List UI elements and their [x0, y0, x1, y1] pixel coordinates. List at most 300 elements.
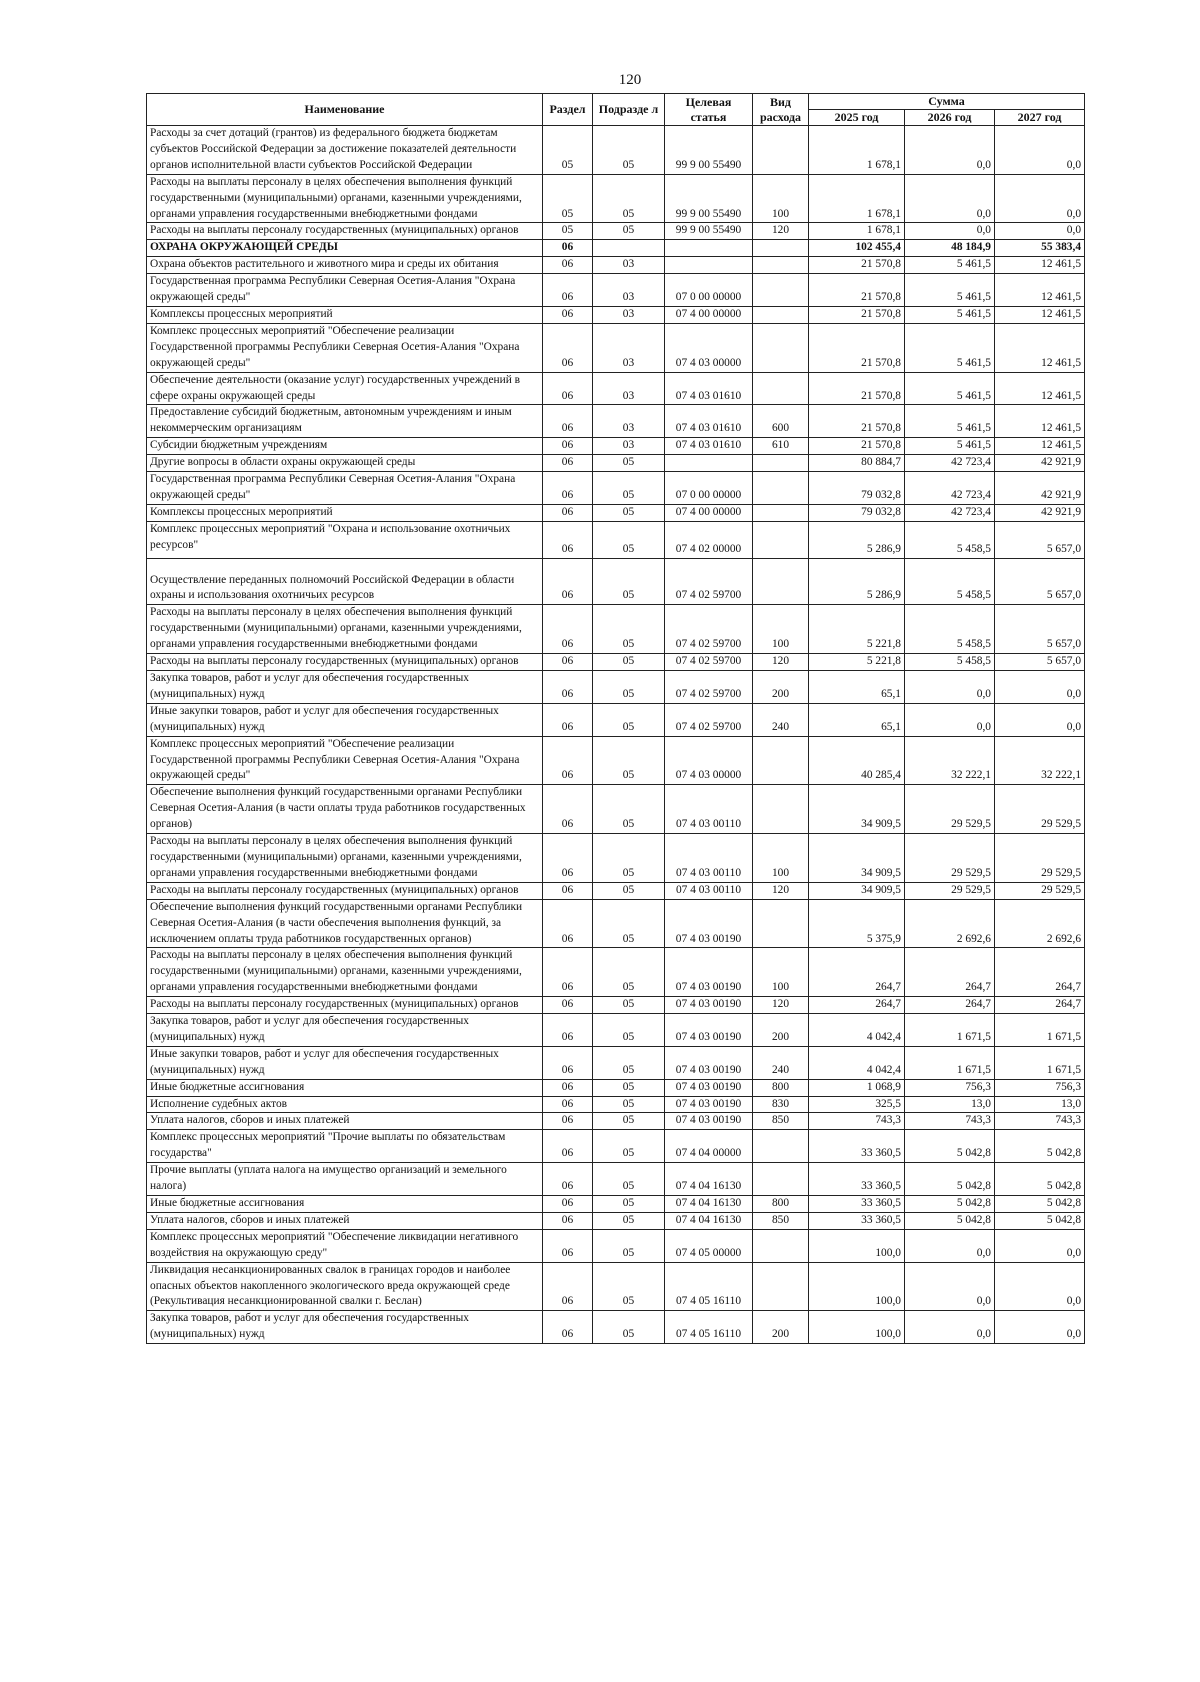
- row-sum-2027: 1 671,5: [995, 1014, 1085, 1047]
- row-section: 06: [543, 1079, 593, 1096]
- row-name: Субсидии бюджетным учреждениям: [147, 438, 543, 455]
- row-sum-2027: 0,0: [995, 1229, 1085, 1262]
- row-target: 07 4 00 00000: [665, 306, 753, 323]
- row-subsection: 05: [593, 1196, 665, 1213]
- row-subsection: 05: [593, 455, 665, 472]
- row-subsection: 05: [593, 174, 665, 223]
- row-section: 06: [543, 1014, 593, 1047]
- row-expense-type: 800: [753, 1196, 809, 1213]
- row-sum-2026: 1 671,5: [905, 1014, 995, 1047]
- row-expense-type: [753, 1130, 809, 1163]
- row-subsection: 05: [593, 1311, 665, 1344]
- row-subsection: 03: [593, 438, 665, 455]
- row-sum-2026: 5 461,5: [905, 323, 995, 372]
- row-name: Другие вопросы в области охраны окружающей среды: [147, 455, 543, 472]
- row-sum-2027: 12 461,5: [995, 274, 1085, 307]
- row-subsection: 05: [593, 521, 665, 558]
- row-subsection: 05: [593, 834, 665, 883]
- row-section: 06: [543, 504, 593, 521]
- row-sum-2025: 5 375,9: [809, 899, 905, 948]
- table-row: [147, 1262, 1085, 1311]
- header-year-2025: 2025 год: [809, 110, 905, 126]
- row-sum-2025: 21 570,8: [809, 274, 905, 307]
- row-section: 06: [543, 703, 593, 736]
- row-sum-2025: 33 360,5: [809, 1163, 905, 1196]
- row-sum-2025: 21 570,8: [809, 372, 905, 405]
- row-expense-type: 120: [753, 882, 809, 899]
- row-name: Охрана объектов растительного и животного мира и среды их обитания: [147, 257, 543, 274]
- row-sum-2025: 21 570,8: [809, 438, 905, 455]
- row-name: Иные закупки товаров, работ и услуг для обеспечения государственных (муниципальных) нужд: [147, 703, 543, 736]
- row-name: Иные закупки товаров, работ и услуг для обеспечения государственных (муниципальных) нужд: [147, 1046, 543, 1079]
- row-target: 07 4 05 00000: [665, 1229, 753, 1262]
- row-name: Расходы на выплаты персоналу государственных (муниципальных) органов: [147, 882, 543, 899]
- row-expense-type: [753, 558, 809, 605]
- row-subsection: 05: [593, 1046, 665, 1079]
- row-expense-type: [753, 257, 809, 274]
- row-expense-type: [753, 785, 809, 834]
- row-sum-2026: 264,7: [905, 948, 995, 997]
- row-target: 07 4 03 00190: [665, 1014, 753, 1047]
- row-sum-2027: 12 461,5: [995, 405, 1085, 438]
- row-name: Иные бюджетные ассигнования: [147, 1196, 543, 1213]
- row-expense-type: [753, 1262, 809, 1311]
- row-target: 99 9 00 55490: [665, 126, 753, 175]
- row-subsection: 03: [593, 257, 665, 274]
- row-sum-2025: 34 909,5: [809, 882, 905, 899]
- row-sum-2025: 5 221,8: [809, 605, 905, 654]
- table-row: [147, 472, 1085, 505]
- row-target: 07 4 04 00000: [665, 1130, 753, 1163]
- row-expense-type: [753, 504, 809, 521]
- row-target: 07 4 04 16130: [665, 1212, 753, 1229]
- row-section: 06: [543, 1311, 593, 1344]
- row-name: Комплекс процессных мероприятий "Охрана и использование охотничьих ресурсов": [147, 521, 543, 558]
- row-subsection: 03: [593, 405, 665, 438]
- row-expense-type: 100: [753, 948, 809, 997]
- row-sum-2025: 5 221,8: [809, 654, 905, 671]
- row-name: Иные бюджетные ассигнования: [147, 1079, 543, 1096]
- row-section: 06: [543, 948, 593, 997]
- row-sum-2027: 5 042,8: [995, 1212, 1085, 1229]
- table-row: [147, 306, 1085, 323]
- row-expense-type: 100: [753, 174, 809, 223]
- row-target: 07 4 00 00000: [665, 504, 753, 521]
- row-sum-2027: 2 692,6: [995, 899, 1085, 948]
- row-sum-2026: 42 723,4: [905, 455, 995, 472]
- row-section: 06: [543, 558, 593, 605]
- row-sum-2026: 5 461,5: [905, 438, 995, 455]
- table-row: [147, 1014, 1085, 1047]
- row-expense-type: [753, 306, 809, 323]
- row-subsection: 05: [593, 899, 665, 948]
- row-sum-2027: 12 461,5: [995, 438, 1085, 455]
- row-name: Прочие выплаты (уплата налога на имущество организаций и земельного налога): [147, 1163, 543, 1196]
- row-target: 07 4 02 59700: [665, 654, 753, 671]
- row-sum-2027: 1 671,5: [995, 1046, 1085, 1079]
- row-sum-2026: 5 461,5: [905, 306, 995, 323]
- table-row: [147, 504, 1085, 521]
- row-section: 06: [543, 1262, 593, 1311]
- row-section: 06: [543, 1196, 593, 1213]
- row-expense-type: [753, 455, 809, 472]
- header-sum: Сумма: [809, 94, 1085, 110]
- row-target: 07 4 03 00110: [665, 785, 753, 834]
- row-target: 07 4 03 00190: [665, 1096, 753, 1113]
- row-sum-2025: 33 360,5: [809, 1212, 905, 1229]
- row-expense-type: 800: [753, 1079, 809, 1096]
- row-expense-type: [753, 126, 809, 175]
- row-name: Обеспечение деятельности (оказание услуг) государственных учреждений в сфере охраны окружающей среды: [147, 372, 543, 405]
- row-name: Государственная программа Республики Северная Осетия-Алания "Охрана окружающей среды": [147, 472, 543, 505]
- row-subsection: 05: [593, 1113, 665, 1130]
- row-expense-type: 600: [753, 405, 809, 438]
- row-sum-2026: 29 529,5: [905, 882, 995, 899]
- row-sum-2026: 42 723,4: [905, 472, 995, 505]
- row-sum-2026: 13,0: [905, 1096, 995, 1113]
- row-sum-2026: 0,0: [905, 1311, 995, 1344]
- row-sum-2025: 5 286,9: [809, 558, 905, 605]
- row-sum-2027: 5 042,8: [995, 1196, 1085, 1213]
- row-section: 06: [543, 1130, 593, 1163]
- row-sum-2025: 100,0: [809, 1311, 905, 1344]
- table-row: [147, 274, 1085, 307]
- row-target: 07 4 03 00000: [665, 323, 753, 372]
- table-row: [147, 438, 1085, 455]
- row-target: 07 4 02 59700: [665, 605, 753, 654]
- row-sum-2026: 1 671,5: [905, 1046, 995, 1079]
- header-year-2026: 2026 год: [905, 110, 995, 126]
- row-sum-2025: 100,0: [809, 1229, 905, 1262]
- row-name: Расходы на выплаты персоналу в целях обеспечения выполнения функций государственными (муниципальными) органами, казенными учреждениями, органами управления государственными внебюджетными фондами: [147, 834, 543, 883]
- row-expense-type: [753, 472, 809, 505]
- row-target: 07 4 02 59700: [665, 703, 753, 736]
- row-sum-2027: 5 657,0: [995, 654, 1085, 671]
- row-sum-2027: 5 042,8: [995, 1130, 1085, 1163]
- row-expense-type: 100: [753, 605, 809, 654]
- row-target: 07 4 03 00190: [665, 1046, 753, 1079]
- row-name: Комплекс процессных мероприятий "Прочие выплаты по обязательствам государства": [147, 1130, 543, 1163]
- row-subsection: 05: [593, 472, 665, 505]
- row-section: 06: [543, 785, 593, 834]
- row-expense-type: 240: [753, 703, 809, 736]
- table-body: [147, 126, 1085, 1344]
- row-name: Расходы за счет дотаций (грантов) из федерального бюджета бюджетам субъектов Российской Федерации за достижение показателей деятельности органов исполнительной власти субъектов Российской Федерации: [147, 126, 543, 175]
- row-sum-2026: 48 184,9: [905, 240, 995, 257]
- row-section: 06: [543, 671, 593, 704]
- row-sum-2026: 5 461,5: [905, 372, 995, 405]
- row-section: 06: [543, 997, 593, 1014]
- row-sum-2027: 0,0: [995, 126, 1085, 175]
- row-sum-2027: 29 529,5: [995, 834, 1085, 883]
- row-section: 05: [543, 126, 593, 175]
- row-expense-type: 850: [753, 1113, 809, 1130]
- row-sum-2026: 29 529,5: [905, 834, 995, 883]
- table-row: [147, 1046, 1085, 1079]
- row-target: 07 4 03 00190: [665, 899, 753, 948]
- row-sum-2026: 5 458,5: [905, 521, 995, 558]
- row-sum-2026: 743,3: [905, 1113, 995, 1130]
- row-name: Расходы на выплаты персоналу государственных (муниципальных) органов: [147, 654, 543, 671]
- row-sum-2025: 33 360,5: [809, 1196, 905, 1213]
- row-name: Расходы на выплаты персоналу в целях обеспечения выполнения функций государственными (муниципальными) органами, казенными учреждениями, органами управления государственными внебюджетными фондами: [147, 605, 543, 654]
- row-expense-type: 200: [753, 1014, 809, 1047]
- row-subsection: 05: [593, 1262, 665, 1311]
- row-sum-2027: 12 461,5: [995, 323, 1085, 372]
- row-section: 06: [543, 472, 593, 505]
- row-sum-2026: 5 042,8: [905, 1163, 995, 1196]
- row-section: 06: [543, 1096, 593, 1113]
- row-section: 06: [543, 1046, 593, 1079]
- row-subsection: 05: [593, 223, 665, 240]
- row-sum-2026: 5 461,5: [905, 257, 995, 274]
- budget-table: [146, 93, 1085, 1344]
- row-sum-2026: 0,0: [905, 703, 995, 736]
- row-subsection: 05: [593, 785, 665, 834]
- row-expense-type: [753, 736, 809, 785]
- row-sum-2025: 264,7: [809, 948, 905, 997]
- table-row: [147, 1163, 1085, 1196]
- table-row: [147, 323, 1085, 372]
- row-name: Закупка товаров, работ и услуг для обеспечения государственных (муниципальных) нужд: [147, 671, 543, 704]
- row-subsection: 05: [593, 736, 665, 785]
- row-subsection: 05: [593, 654, 665, 671]
- row-sum-2026: 0,0: [905, 1229, 995, 1262]
- row-target: 07 4 05 16110: [665, 1262, 753, 1311]
- row-section: 06: [543, 306, 593, 323]
- table-row: [147, 1079, 1085, 1096]
- table-row: [147, 703, 1085, 736]
- table-row: [147, 948, 1085, 997]
- table-row: [147, 1096, 1085, 1113]
- row-section: 06: [543, 240, 593, 257]
- header-year-2027: 2027 год: [995, 110, 1085, 126]
- table-row: [147, 1196, 1085, 1213]
- row-sum-2026: 5 042,8: [905, 1130, 995, 1163]
- row-sum-2027: 29 529,5: [995, 882, 1085, 899]
- row-section: 06: [543, 257, 593, 274]
- row-expense-type: [753, 240, 809, 257]
- row-section: 05: [543, 174, 593, 223]
- row-sum-2025: 21 570,8: [809, 323, 905, 372]
- row-name: Комплекс процессных мероприятий "Обеспечение ликвидации негативного воздействия на окружающую среду": [147, 1229, 543, 1262]
- row-sum-2025: 5 286,9: [809, 521, 905, 558]
- row-subsection: 03: [593, 306, 665, 323]
- row-target: 07 4 03 00110: [665, 882, 753, 899]
- row-sum-2026: 5 458,5: [905, 558, 995, 605]
- row-target: 07 4 03 00190: [665, 997, 753, 1014]
- row-target: [665, 455, 753, 472]
- row-subsection: 05: [593, 948, 665, 997]
- row-name: Расходы на выплаты персоналу в целях обеспечения выполнения функций государственными (муниципальными) органами, казенными учреждениями, органами управления государственными внебюджетными фондами: [147, 948, 543, 997]
- table-row: [147, 558, 1085, 605]
- row-section: 06: [543, 1229, 593, 1262]
- row-sum-2026: 0,0: [905, 126, 995, 175]
- row-sum-2025: 743,3: [809, 1113, 905, 1130]
- row-name: Ликвидация несанкционированных свалок в границах городов и наиболее опасных объектов накопленного экологического вреда окружающей среде (Рекультивация несанкционированной свалки г. Беслан): [147, 1262, 543, 1311]
- header-target: Целевая статья: [665, 94, 753, 126]
- row-subsection: 05: [593, 671, 665, 704]
- table-row: [147, 671, 1085, 704]
- row-target: 07 4 03 00000: [665, 736, 753, 785]
- row-subsection: 05: [593, 1229, 665, 1262]
- row-name: Обеспечение выполнения функций государственными органами Республики Северная Осетия-Алания (в части оплаты труда работников государственных органов): [147, 785, 543, 834]
- table-row: [147, 240, 1085, 257]
- row-expense-type: [753, 323, 809, 372]
- row-name: ОХРАНА ОКРУЖАЮЩЕЙ СРЕДЫ: [147, 240, 543, 257]
- row-sum-2026: 264,7: [905, 997, 995, 1014]
- row-sum-2027: 264,7: [995, 948, 1085, 997]
- row-sum-2026: 0,0: [905, 1262, 995, 1311]
- row-section: 06: [543, 455, 593, 472]
- row-sum-2025: 21 570,8: [809, 257, 905, 274]
- row-name: Уплата налогов, сборов и иных платежей: [147, 1113, 543, 1130]
- row-subsection: 05: [593, 1079, 665, 1096]
- row-name: Расходы на выплаты персоналу государственных (муниципальных) органов: [147, 223, 543, 240]
- row-sum-2026: 5 461,5: [905, 274, 995, 307]
- table-row: [147, 1113, 1085, 1130]
- row-subsection: 05: [593, 1212, 665, 1229]
- row-sum-2026: 29 529,5: [905, 785, 995, 834]
- row-sum-2026: 5 042,8: [905, 1212, 995, 1229]
- row-subsection: 03: [593, 372, 665, 405]
- row-expense-type: [753, 899, 809, 948]
- row-sum-2026: 5 458,5: [905, 605, 995, 654]
- row-expense-type: [753, 274, 809, 307]
- row-sum-2025: 79 032,8: [809, 504, 905, 521]
- row-sum-2026: 5 042,8: [905, 1196, 995, 1213]
- table-row: [147, 785, 1085, 834]
- row-subsection: 05: [593, 1096, 665, 1113]
- row-section: 06: [543, 882, 593, 899]
- row-sum-2025: 80 884,7: [809, 455, 905, 472]
- row-target: 07 4 03 00190: [665, 1113, 753, 1130]
- row-target: 07 4 02 59700: [665, 558, 753, 605]
- row-section: 06: [543, 1212, 593, 1229]
- row-sum-2025: 1 068,9: [809, 1079, 905, 1096]
- row-expense-type: 120: [753, 654, 809, 671]
- row-target: 07 4 03 01610: [665, 372, 753, 405]
- row-section: 06: [543, 1163, 593, 1196]
- table-row: [147, 257, 1085, 274]
- row-subsection: [593, 240, 665, 257]
- table-row: [147, 455, 1085, 472]
- row-subsection: 05: [593, 1163, 665, 1196]
- row-sum-2027: 29 529,5: [995, 785, 1085, 834]
- table-row: [147, 521, 1085, 558]
- row-target: 07 4 03 00110: [665, 834, 753, 883]
- row-name: Предоставление субсидий бюджетным, автономным учреждениям и иным некоммерческим организациям: [147, 405, 543, 438]
- row-name: Государственная программа Республики Северная Осетия-Алания "Охрана окружающей среды": [147, 274, 543, 307]
- row-subsection: 05: [593, 703, 665, 736]
- row-section: 05: [543, 223, 593, 240]
- table-row: [147, 1212, 1085, 1229]
- page-number: 120: [618, 72, 642, 88]
- row-target: 07 4 04 16130: [665, 1163, 753, 1196]
- row-target: 07 4 03 00190: [665, 948, 753, 997]
- row-target: 07 0 00 00000: [665, 472, 753, 505]
- table-row: [147, 174, 1085, 223]
- row-expense-type: [753, 1229, 809, 1262]
- row-subsection: 05: [593, 882, 665, 899]
- table-row: [147, 899, 1085, 948]
- row-subsection: 05: [593, 997, 665, 1014]
- row-name: Расходы на выплаты персоналу государственных (муниципальных) органов: [147, 997, 543, 1014]
- row-sum-2027: 0,0: [995, 223, 1085, 240]
- row-name: Исполнение судебных актов: [147, 1096, 543, 1113]
- row-sum-2027: 743,3: [995, 1113, 1085, 1130]
- row-expense-type: [753, 372, 809, 405]
- row-sum-2025: 4 042,4: [809, 1014, 905, 1047]
- row-name: Комплексы процессных мероприятий: [147, 306, 543, 323]
- row-name: Закупка товаров, работ и услуг для обеспечения государственных (муниципальных) нужд: [147, 1014, 543, 1047]
- row-expense-type: 200: [753, 1311, 809, 1344]
- table-row: [147, 997, 1085, 1014]
- row-sum-2025: 325,5: [809, 1096, 905, 1113]
- row-sum-2027: 5 657,0: [995, 558, 1085, 605]
- row-subsection: 05: [593, 1014, 665, 1047]
- row-section: 06: [543, 372, 593, 405]
- row-sum-2026: 756,3: [905, 1079, 995, 1096]
- row-section: 06: [543, 605, 593, 654]
- row-subsection: 03: [593, 274, 665, 307]
- row-sum-2027: 13,0: [995, 1096, 1085, 1113]
- row-sum-2026: 32 222,1: [905, 736, 995, 785]
- row-target: 07 4 05 16110: [665, 1311, 753, 1344]
- row-target: 99 9 00 55490: [665, 174, 753, 223]
- row-sum-2027: 42 921,9: [995, 455, 1085, 472]
- table-row: [147, 736, 1085, 785]
- row-section: 06: [543, 521, 593, 558]
- row-sum-2027: 5 042,8: [995, 1163, 1085, 1196]
- header-subsection: Подразде л: [593, 94, 665, 126]
- row-target: 07 0 00 00000: [665, 274, 753, 307]
- row-name: Осуществление переданных полномочий Российской Федерации в области охраны и использования охотничьих ресурсов: [147, 558, 543, 605]
- row-sum-2025: 1 678,1: [809, 174, 905, 223]
- row-subsection: 05: [593, 126, 665, 175]
- header-name: Наименование: [147, 94, 543, 126]
- row-target: [665, 257, 753, 274]
- table-row: [147, 1311, 1085, 1344]
- table-row: [147, 405, 1085, 438]
- row-target: 07 4 04 16130: [665, 1196, 753, 1213]
- table-row: [147, 1130, 1085, 1163]
- row-sum-2025: 1 678,1: [809, 223, 905, 240]
- row-target: 07 4 02 59700: [665, 671, 753, 704]
- row-expense-type: 120: [753, 223, 809, 240]
- row-name: Обеспечение выполнения функций государственными органами Республики Северная Осетия-Алания (в части обеспечения выполнения функций, за исключением оплаты труда работников государственных органов): [147, 899, 543, 948]
- row-sum-2025: 1 678,1: [809, 126, 905, 175]
- table-row: [147, 1229, 1085, 1262]
- row-section: 06: [543, 899, 593, 948]
- row-sum-2027: 32 222,1: [995, 736, 1085, 785]
- row-expense-type: 830: [753, 1096, 809, 1113]
- row-target: 07 4 03 01610: [665, 405, 753, 438]
- row-name: Комплексы процессных мероприятий: [147, 504, 543, 521]
- row-sum-2025: 65,1: [809, 671, 905, 704]
- table-row: [147, 372, 1085, 405]
- row-sum-2026: 42 723,4: [905, 504, 995, 521]
- table-row: [147, 126, 1085, 175]
- row-sum-2027: 756,3: [995, 1079, 1085, 1096]
- row-name: Уплата налогов, сборов и иных платежей: [147, 1212, 543, 1229]
- row-sum-2025: 102 455,4: [809, 240, 905, 257]
- row-sum-2027: 12 461,5: [995, 372, 1085, 405]
- row-subsection: 05: [593, 1130, 665, 1163]
- row-name: Расходы на выплаты персоналу в целях обеспечения выполнения функций государственными (муниципальными) органами, казенными учреждениями, органами управления государственными внебюджетными фондами: [147, 174, 543, 223]
- row-expense-type: 850: [753, 1212, 809, 1229]
- table-row: [147, 882, 1085, 899]
